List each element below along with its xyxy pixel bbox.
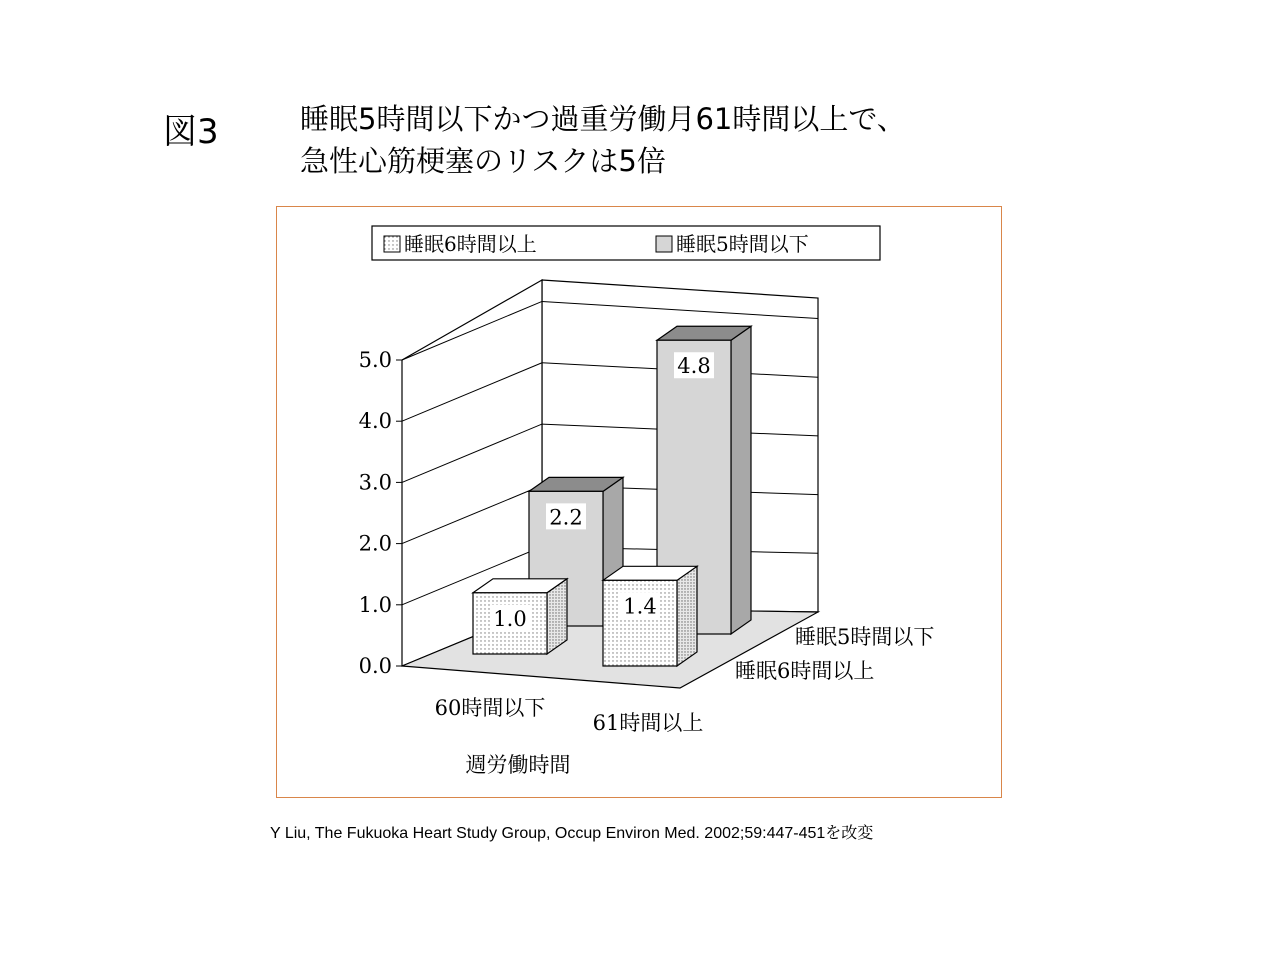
legend-swatch-0	[384, 236, 400, 252]
depth-label-1: 睡眠6時間以上	[735, 659, 875, 683]
citation: Y Liu, The Fukuoka Heart Study Group, Occup Environ Med. 2002;59:447-451を改変	[270, 825, 874, 842]
bar-dotted-1-side	[677, 566, 697, 666]
legend-label-0: 睡眠6時間以上	[404, 232, 537, 256]
legend-label-1: 睡眠5時間以下	[676, 232, 809, 256]
legend-swatch-1	[656, 236, 672, 252]
bar-dotted-1-value-label: 1.4	[623, 594, 657, 619]
y-tick-label-3: 3.0	[358, 470, 392, 495]
y-tick-label-5: 5.0	[358, 348, 392, 372]
figure-label: 図3	[163, 112, 219, 152]
bar-gray-0-value-label: 2.2	[549, 505, 583, 530]
y-tick-label-4: 4.0	[358, 409, 392, 434]
category-label-0: 60時間以下	[434, 696, 546, 720]
title-line-2: 急性心筋梗塞のリスクは5倍	[300, 144, 666, 178]
y-tick-label-2: 2.0	[358, 531, 392, 556]
bar-gray-1-side	[731, 326, 751, 634]
y-tick-label-0: 0.0	[358, 654, 392, 678]
depth-label-0: 睡眠5時間以下	[795, 625, 935, 649]
bar-gray-1-value-label: 4.8	[677, 354, 711, 379]
x-axis-title: 週労働時間	[465, 753, 571, 777]
category-label-1: 61時間以上	[592, 711, 704, 735]
title-line-1: 睡眠5時間以下かつ過重労働月61時間以上で、	[300, 102, 906, 136]
y-tick-label-1: 1.0	[358, 592, 392, 617]
bar-dotted-0-value-label: 1.0	[493, 606, 527, 631]
